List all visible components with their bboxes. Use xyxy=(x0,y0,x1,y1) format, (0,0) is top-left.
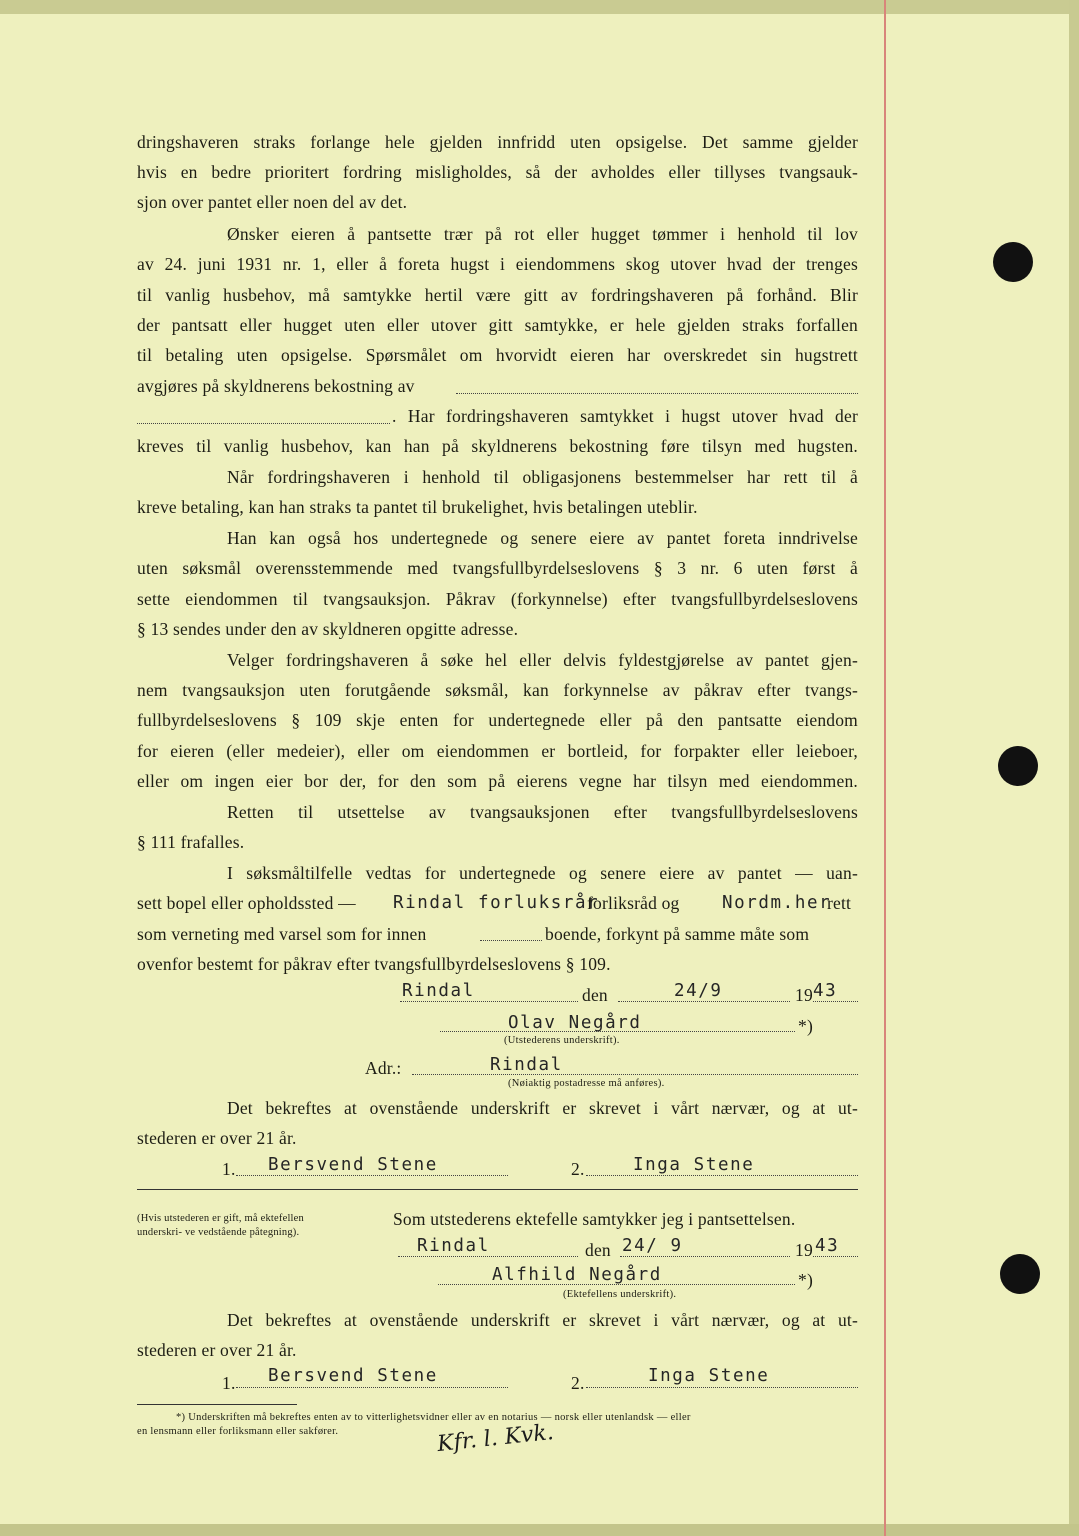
spouse-note: (Hvis utstederen er gift, må ektefellen underskri- ve vedstående påtegning). xyxy=(137,1213,304,1238)
page-edge-bottom xyxy=(0,1524,1079,1536)
spouse-date-line xyxy=(620,1256,790,1257)
blank-line xyxy=(480,940,542,941)
body-line: dringshaveren straks forlange hele gjelden innfridd uten opsigelse. Det samme gjelder xyxy=(137,132,858,152)
footnote-rule xyxy=(137,1404,297,1405)
body-line: I søksmåltilfelle vedtas for undertegnede og senere eiere av pantet — uan- xyxy=(227,863,858,883)
section-divider xyxy=(137,1189,858,1190)
body-line: uten søksmål overensstemmende med tvangsfullbyrdelseslovens § 3 nr. 6 uten først å xyxy=(137,558,858,578)
spouse-year-field: 43 xyxy=(815,1236,840,1256)
spouse-signature-line xyxy=(438,1284,795,1285)
body-line: kreves til vanlig husbehov, kan han på skyldnerens bekostning føre tilsyn med hugsten. xyxy=(137,436,858,456)
body-line: hvis en bedre prioritert fordring misligholdes, så der avholdes eller tillyses tvangsauk- xyxy=(137,162,858,182)
body-line: for eieren (eller medeier), eller om eiendommen er bortleid, for forpakter eller leieboer, xyxy=(137,741,858,761)
body-line: Han kan også hos undertegnede og senere eiere av pantet foreta inndrivelse xyxy=(227,528,858,548)
spouse-signature: Alfhild Negård xyxy=(492,1265,662,1285)
address-field: Rindal xyxy=(490,1055,563,1075)
spouse-year-prefix: 19 xyxy=(795,1240,813,1260)
spouse-witness-2-signature: Inga Stene xyxy=(648,1366,770,1386)
body-line: . Har fordringshaveren samtykket i hugst utover hvad der xyxy=(392,406,858,426)
body-line: rett xyxy=(827,893,852,913)
witness-confirmation: Det bekreftes at ovenstående underskrift er skrevet i vårt nærvær, og at ut- xyxy=(227,1098,858,1118)
rett-field: Nordm.her xyxy=(722,893,832,913)
place-line xyxy=(400,1001,578,1002)
spouse-witness-1-signature: Bersvend Stene xyxy=(268,1366,438,1386)
body-line: til vanlig husbehov, må samtykke hertil være gitt av fordringshaveren på forhånd. Blir xyxy=(137,285,858,305)
year-line xyxy=(813,1001,858,1002)
spouse-witness-1-line xyxy=(236,1387,508,1388)
punch-hole-middle xyxy=(998,746,1038,786)
spouse-date-field: 24/ 9 xyxy=(622,1236,683,1256)
witness-1-number: 1. xyxy=(222,1159,236,1179)
body-line: sette eiendommen til tvangsauksjon. Påkrav (forkynnelse) efter tvangsfullbyrdelseslovens xyxy=(137,589,858,609)
spouse-witness-2-number: 2. xyxy=(571,1373,585,1393)
page-edge-right xyxy=(1069,0,1079,1536)
date-field: 24/9 xyxy=(674,981,723,1001)
blank-line xyxy=(456,393,858,394)
witness-confirmation: stederen er over 21 år. xyxy=(137,1128,297,1148)
body-line: ovenfor bestemt for påkrav efter tvangsfullbyrdelseslovens § 109. xyxy=(137,954,611,974)
body-line: til betaling uten opsigelse. Spørsmålet om hvorvidt eieren har overskredet sin hugstrett xyxy=(137,345,858,365)
spouse-witness-1-number: 1. xyxy=(222,1373,236,1393)
spouse-witness-2-line xyxy=(586,1387,858,1388)
body-line: sett bopel eller opholdssted — xyxy=(137,893,356,913)
spouse-consent: Som utstederens ektefelle samtykker jeg i pantsettelsen. xyxy=(393,1209,796,1229)
body-line: eller om ingen eier bor der, for den som på eierens vegne har tilsyn med eiendommen. xyxy=(137,771,858,791)
body-line: Når fordringshaveren i henhold til obligasjonens bestemmelser har rett til å xyxy=(227,467,858,487)
body-line: avgjøres på skyldnerens bekostning av xyxy=(137,376,415,396)
den-label: den xyxy=(582,985,608,1005)
footnote-text: en lensmann eller forliksmann eller sakfører. xyxy=(137,1426,339,1437)
footnote-marker: *) xyxy=(798,1016,813,1036)
spouse-witness-confirmation: Det bekreftes at ovenstående underskrift er skrevet i vårt nærvær, og at ut- xyxy=(227,1310,858,1330)
footnote-text: *) Underskriften må bekreftes enten av to vitterlighetsvidner eller av en notarius — norsk eller utenlandsk — eller xyxy=(176,1412,691,1423)
body-line: sjon over pantet eller noen del av det. xyxy=(137,192,408,212)
date-line xyxy=(618,1001,790,1002)
witness-1-line xyxy=(236,1175,508,1176)
body-line: forliksråd og xyxy=(587,893,680,913)
body-line: av 24. juni 1931 nr. 1, eller å foreta hugst i eiendommens skog utover hvad der trenges xyxy=(137,254,858,274)
spouse-year-line xyxy=(813,1256,858,1257)
margin-rule xyxy=(884,0,886,1536)
witness-2-line xyxy=(586,1175,858,1176)
body-line: Velger fordringshaveren å søke hel eller delvis fyldestgjørelse av pantet gjen- xyxy=(227,650,858,670)
witness-1-signature: Bersvend Stene xyxy=(268,1155,438,1175)
spouse-signature-caption: (Ektefellens underskrift). xyxy=(563,1289,677,1300)
body-line: fullbyrdelseslovens § 109 skje enten for undertegnede eller på den pantsatte eiendom xyxy=(137,710,858,730)
address-caption: (Nøiaktig postadresse må anføres). xyxy=(508,1078,665,1089)
place-field: Rindal xyxy=(402,981,475,1001)
body-line: som verneting med varsel som for innen xyxy=(137,924,427,944)
forliksrad-field: Rindal forluksrår xyxy=(393,893,600,913)
spouse-witness-confirmation: stederen er over 21 år. xyxy=(137,1340,297,1360)
page-edge-top xyxy=(0,0,1079,14)
body-line: Retten til utsettelse av tvangsauksjonen efter tvangsfullbyrdelseslovens xyxy=(227,802,858,822)
punch-hole-bottom xyxy=(1000,1254,1040,1294)
blank-line xyxy=(137,423,390,424)
punch-hole-top xyxy=(993,242,1033,282)
body-line: kreve betaling, kan han straks ta pantet til brukelighet, hvis betalingen uteblir. xyxy=(137,497,698,517)
body-line: boende, forkynt på samme måte som xyxy=(545,924,810,944)
handwritten-annotation: Kfr. l. Kvk. xyxy=(436,1419,555,1458)
body-line: § 111 frafalles. xyxy=(137,832,245,852)
signature-caption: (Utstederens underskrift). xyxy=(504,1035,620,1046)
issuer-signature: Olav Negård xyxy=(508,1013,642,1033)
body-line: § 13 sendes under den av skyldneren opgitte adresse. xyxy=(137,619,519,639)
witness-2-signature: Inga Stene xyxy=(633,1155,755,1175)
year-field: 43 xyxy=(813,981,838,1001)
witness-2-number: 2. xyxy=(571,1159,585,1179)
address-label: Adr.: xyxy=(365,1058,402,1078)
signature-line xyxy=(440,1031,795,1032)
body-line: Ønsker eieren å pantsette trær på rot eller hugget tømmer i henhold til lov xyxy=(227,224,858,244)
spouse-den-label: den xyxy=(585,1240,611,1260)
year-prefix: 19 xyxy=(795,985,813,1005)
footnote-marker: *) xyxy=(798,1270,813,1290)
address-line xyxy=(412,1074,858,1075)
body-line: der pantsatt eller hugget uten eller utover gitt samtykke, er hele gjelden straks forfallen xyxy=(137,315,858,335)
body-line: nem tvangsauksjon uten forutgående søksmål, kan forkynnelse av påkrav efter tvangs- xyxy=(137,680,858,700)
spouse-place-line xyxy=(398,1256,578,1257)
spouse-place-field: Rindal xyxy=(417,1236,490,1256)
